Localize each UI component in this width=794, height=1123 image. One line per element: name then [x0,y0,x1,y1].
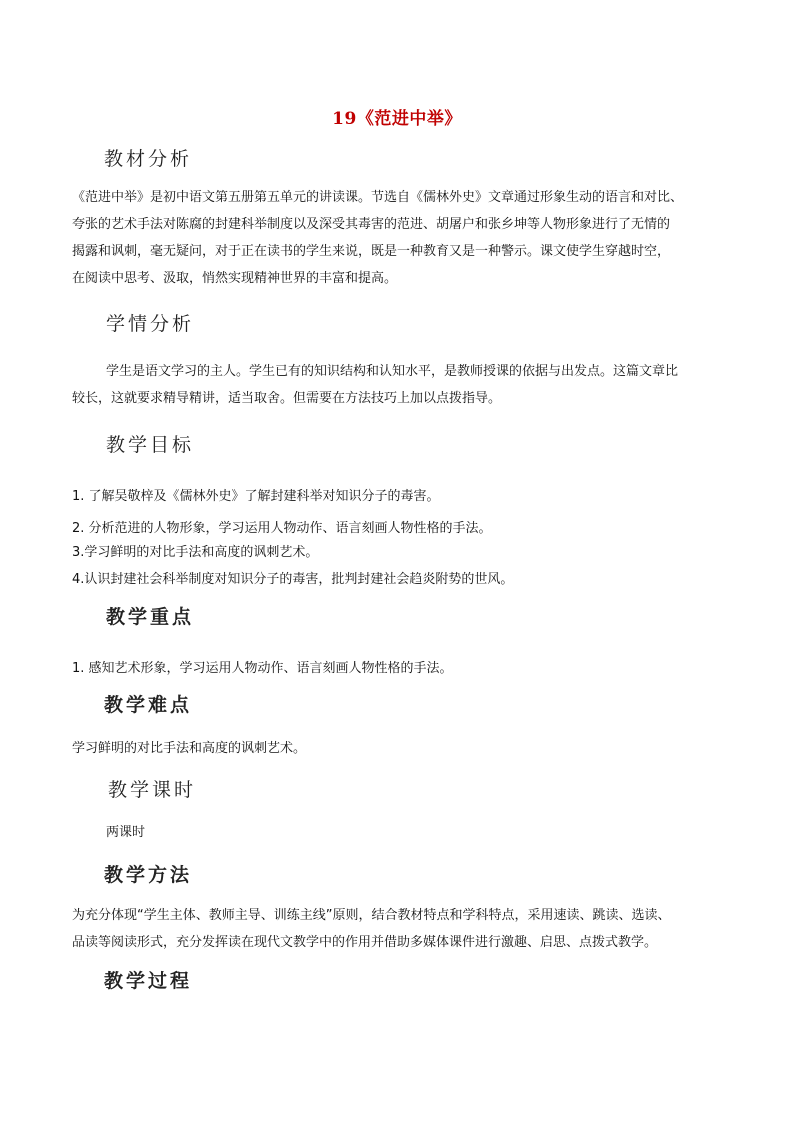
heading-student-analysis: 学情分析 [106,313,195,335]
paragraph-student-analysis [72,358,724,412]
paragraph-teaching-methods [72,902,724,956]
key-point-item: 1. 感知艺术形象，学习运用人物动作、语言刻画人物性格的手法。 [72,661,453,676]
goal-item: 4.认识封建社会科举制度对知识分子的毒害，批判封建社会趋炎附势的世风。 [72,572,514,587]
heading-teaching-process: 教学过程 [104,970,193,992]
goal-item: 1. 了解吴敬梓及《儒林外史》了解封建科举对知识分子的毒害。 [72,489,440,504]
text-line: 揭露和讽刺，毫无疑问，对于正在读书的学生来说，既是一种教育又是一种警示。课文使学生穿越时空， [72,244,671,259]
heading-teaching-goals: 教学目标 [106,434,195,456]
heading-class-hours: 教学课时 [108,779,197,801]
text-line: 在阅读中思考、汲取，悄然实现精神世界的丰富和提高。 [72,271,398,286]
difficulties-text: 学习鲜明的对比手法和高度的讽刺艺术。 [72,741,307,756]
text-line: 《范进中举》是初中语文第五册第五单元的讲读课。节选自《儒林外史》文章通过形象生动的语言和对比、 [72,190,684,205]
goal-item: 3.学习鲜明的对比手法和高度的讽刺艺术。 [72,545,319,560]
text-line: 为充分体现“学生主体、教师主导、训练主线”原则，结合教材特点和学科特点，采用速读、跳读、选读、 [72,908,671,923]
text-line: 学生是语文学习的主人。学生已有的知识结构和认知水平，是教师授课的依据与出发点。这篇文章比 [106,364,679,379]
heading-key-points: 教学重点 [106,606,195,628]
text-line: 品读等阅读形式，充分发挥读在现代文教学中的作用并借助多媒体课件进行激趣、启思、点拨式教学。 [72,935,658,950]
document-title: 19《范进中举》 [332,109,462,129]
class-hours-text: 两课时 [106,825,146,840]
text-line: 较长，这就要求精导精讲，适当取舍。但需要在方法技巧上加以点拨指导。 [72,391,502,406]
heading-material-analysis: 教材分析 [104,148,193,170]
text-line: 夸张的艺术手法对陈腐的封建科举制度以及深受其毒害的范进、胡屠户和张乡坤等人物形象进行了无情的 [72,217,671,232]
goal-item: 2. 分析范进的人物形象，学习运用人物动作、语言刻画人物性格的手法。 [72,521,492,536]
paragraph-material-analysis [72,184,724,292]
heading-difficulties: 教学难点 [104,694,193,716]
heading-teaching-methods: 教学方法 [104,864,193,886]
